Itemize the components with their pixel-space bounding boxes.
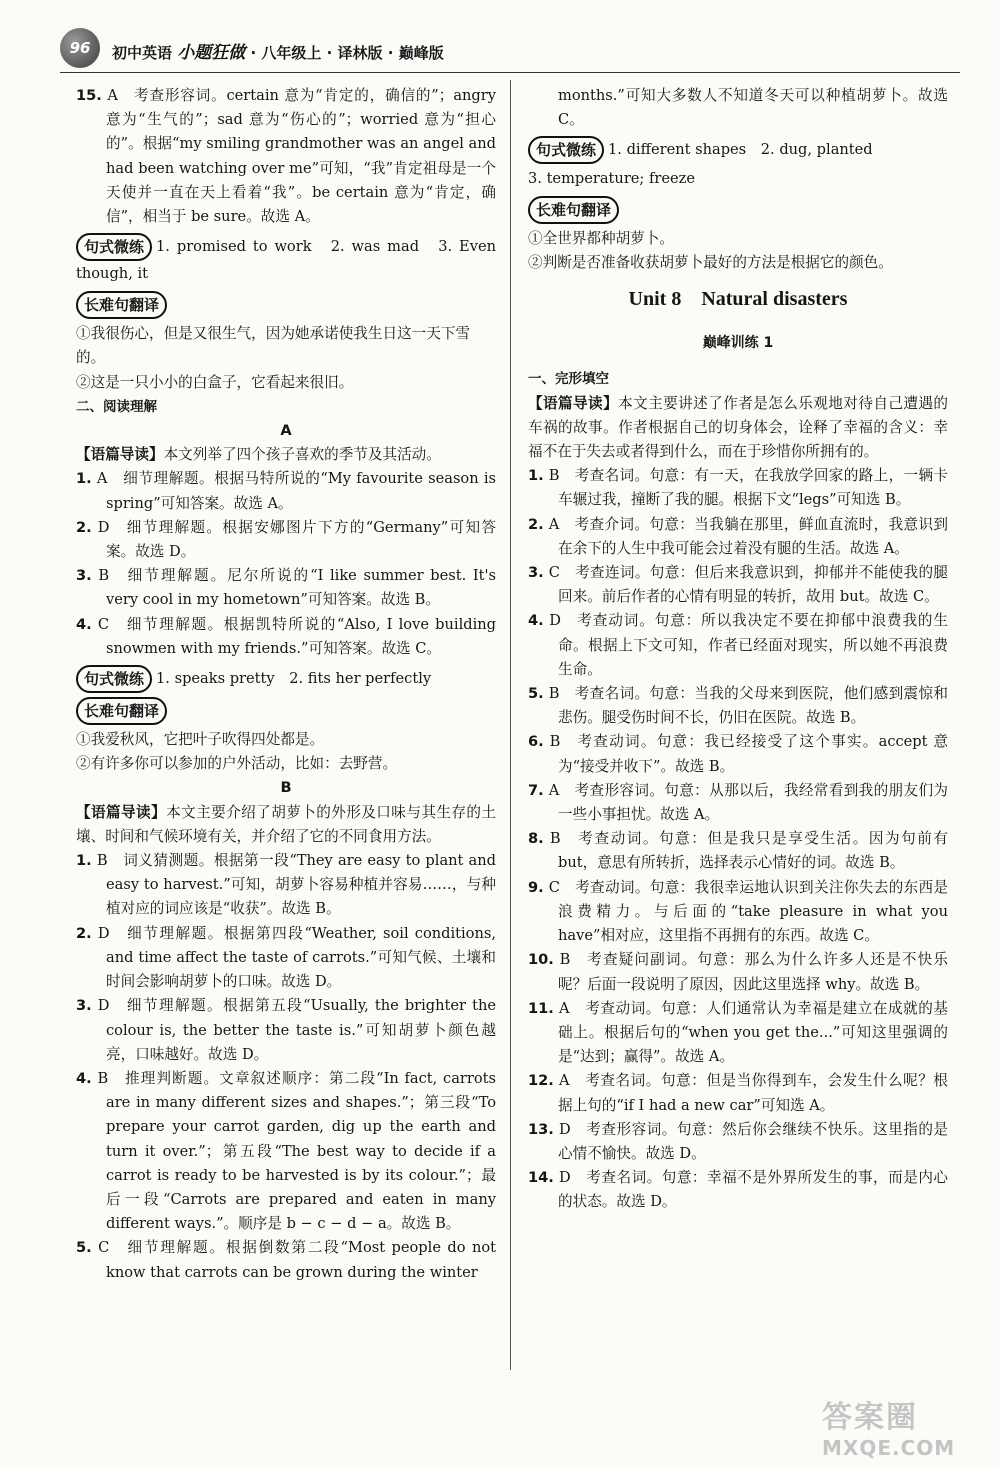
translation-heading <box>76 291 496 319</box>
answer-item: 3. D 细节理解题。根据第五段“Usually, the brighter the colour is, the better the taste is.”可知胡萝卜颜色越亮，口味越好。故选 D。 <box>76 997 496 1063</box>
running-title-prefix: 初中英语 <box>112 44 173 62</box>
answer-item: 9. C 考查动词。句意：我很幸运地认识到关注你失去的东西是浪费精力。与后面的“take pleasure in what you have”相对应，这里指不再拥有的东西。故选 C。 <box>528 878 949 945</box>
passage-guide: 【语篇导读】本文列举了四个孩子喜欢的季节及其活动。 <box>76 446 441 464</box>
part-heading: B <box>280 779 292 797</box>
section-heading: 一、完形填空 <box>528 371 609 388</box>
translation-badge: 长难句翻译 <box>528 196 619 224</box>
running-title-suffix: · 八年级上 · 译林版 · 巅峰版 <box>250 44 444 62</box>
answer-item: 1. B 词义猜测题。根据第一段“They are easy to plant and easy to harvest.”可知，胡萝卜容易种植并容易……，与种植对应的词应该是“收获”。故选 B。 <box>76 852 496 918</box>
right-column <box>528 84 948 1215</box>
part-heading: A <box>280 422 292 440</box>
translation-line: ②有许多你可以参加的户外活动，比如：去野营。 <box>76 755 398 773</box>
translation-line: ②这是一只小小的白盒子，它看起来很旧。 <box>76 373 354 391</box>
answer-item: 2. D 细节理解题。根据安娜图片下方的“Germany”可知答案。故选 D。 <box>76 518 497 561</box>
answer-item: 1. B 考查名词。句意：有一天，在我放学回家的路上，一辆卡车辗过我，撞断了我的腿。根据下文“legs”可知选 B。 <box>528 467 949 509</box>
translation-line: ②判断是否准备收获胡萝卜最好的方法是根据它的颜色。 <box>528 253 893 271</box>
answer-item: 10. B 考查疑问副词。句意：那么为什么许多人还是不快乐呢？后面一段说明了原因，因此这里选择 why。故选 B。 <box>528 951 948 993</box>
section-heading: 二、阅读理解 <box>76 398 157 415</box>
answer-item: 2. D 细节理解题。根据第四段“Weather, soil conditions, and time affect the taste of carrots.”可知气候、土壤和时间会影响胡萝卜的口味。故选 D。 <box>76 924 496 991</box>
watermark-logo-text: 答案圈 <box>822 1400 918 1435</box>
translation-badge: 长难句翻译 <box>76 697 167 725</box>
translation-line: ①全世界都种胡萝卜。 <box>528 229 674 247</box>
sentence-drill: 句式微练 1. different shapes 2. dug, planted <box>528 136 948 164</box>
answer-item: 12. A 考查名词。句意：但是当你得到车，会发生什么呢？根据上句的“if I had a new car”可知选 A。 <box>528 1072 948 1114</box>
watermark <box>822 1392 972 1462</box>
translation-heading <box>76 697 496 725</box>
answer-item: 15. A 考查形容词。certain 意为“肯定的，确信的”；angry 意为“生气的”；sad 意为“伤心的”；worried 意为“担心的”。根据“my smiling grandmother was an angel and had been watching over me”可知，“我”肯定祖母是一个天使并一直在天上看着“我”。be certain 意为“肯定，确信”，相当于 be sure。故选 A。 <box>76 87 496 226</box>
answer-item: 3. B 细节理解题。尼尔所说的“I like summer best. It's very cool in my hometown”可知答案。故选 B。 <box>76 567 496 609</box>
sentence-drill: 句式微练 1. speaks pretty 2. fits her perfectly <box>76 665 496 693</box>
answer-item: 13. D 考查形容词。句意：然后你会继续不快乐。这里指的是心情不愉快。故选 D。 <box>528 1120 949 1162</box>
answer-item: 3. C 考查连词。句意：但后来我意识到，抑郁并不能使我的腿回来。前后作者的心情有明显的转折，故用 but。故选 C。 <box>528 564 949 606</box>
left-column <box>76 84 496 1285</box>
answer-item: 11. A 考查动词。句意：人们通常认为幸福是建立在成就的基础上。根据后句的“when you get the...”可知这里强调的是“达到；赢得”。故选 A。 <box>528 999 948 1066</box>
unit-title: Unit 8 Natural disasters <box>628 288 848 311</box>
brand-logo-text: 小题狂做 <box>177 43 246 63</box>
translation-badge: 长难句翻译 <box>76 291 167 319</box>
answer-list <box>528 464 948 1214</box>
exercise-title: 巅峰训练 1 <box>702 335 774 352</box>
passage-guide: 【语篇导读】本文主要讲述了作者是怎么乐观地对待自己遭遇的车祸的故事。作者根据自己的切身体会，诠释了幸福的含义：幸福不在于失去或者得到什么，而在于珍惜你所拥有的。 <box>528 394 948 461</box>
translation-line: ①我很伤心，但是又很生气，因为她承诺使我生日这一天下雪的。 <box>76 325 471 367</box>
answer-item: 14. D 考查名词。句意：幸福不是外界所发生的事，而是内心的状态。故选 D。 <box>528 1169 949 1211</box>
answer-item: 8. B 考查动词。句意：但是我只是享受生活。因为句前有 but，意思有所转折，选择表示心情好的词。故选 B。 <box>528 830 948 872</box>
answer-item: 1. A 细节理解题。根据马特所说的“My favourite season is spring”可知答案。故选 A。 <box>76 470 496 512</box>
column-divider <box>510 80 511 1370</box>
header-rule <box>60 72 960 73</box>
answer-item: 5. C 细节理解题。根据倒数第二段“Most people do not know that carrots can be grown during the winter <box>76 1239 496 1281</box>
answer-item: 5. B 考查名词。句意：当我的父母来到医院，他们感到震惊和悲伤。腿受伤时间不长，仍旧在医院。故选 B。 <box>528 685 949 727</box>
answer-item: 7. A 考查形容词。句意：从那以后，我经常看到我的朋友们为一些小事担忧。故选 A。 <box>528 781 948 824</box>
answer-item: 6. B 考查动词。句意：我已经接受了这个事实。accept 意为“接受并收下”。故选 B。 <box>528 733 948 775</box>
answer-item: 4. D 考查动词。句意：所以我决定不要在抑郁中浪费我的生命。根据上下文可知，作者已经面对现实，所以她不再浪费生命。 <box>528 612 949 678</box>
sentence-drill-badge: 句式微练 <box>528 136 604 164</box>
sentence-drill-continuation: 3. temperature; freeze <box>528 170 695 188</box>
watermark-url: MXQE.COM <box>822 1436 956 1460</box>
sentence-drill-badge: 句式微练 <box>76 665 152 693</box>
running-title <box>112 38 444 63</box>
answer-continuation: months.”可知大多数人不知道冬天可以种植胡萝卜。故选 C。 <box>558 87 948 129</box>
sentence-drill-badge: 句式微练 <box>76 233 152 261</box>
answer-item: 4. C 细节理解题。根据凯特所说的“Also, I love building snowmen with my friends.”可知答案。故选 C。 <box>76 615 497 657</box>
translation-line: ①我爱秋风，它把叶子吹得四处都是。 <box>76 731 325 749</box>
page-number-badge: 96 <box>60 28 100 68</box>
sentence-drill: 句式微练 1. promised to work 2. was mad 3. Even though, it <box>76 233 496 287</box>
answer-item: 2. A 考查介词。句意：当我躺在那里，鲜血直流时，我意识到在余下的人生中我可能会过着没有腿的生活。故选 A。 <box>528 515 948 557</box>
page-header <box>60 28 960 68</box>
answer-item: 4. B 推理判断题。文章叙述顺序：第二段“In fact, carrots are in many different sizes and shapes.”；第三段“To prepare your carrot garden, dig up the earth and turn it over.”；第五段“The best way to decide if a carrot is ready to be harvested is by its colour.”；最后一段“Carrots are prepared and eaten in many different ways.”。顺序是 b − c − d − a。故选 B。 <box>76 1069 497 1233</box>
translation-heading <box>528 196 948 224</box>
passage-guide: 【语篇导读】本文主要介绍了胡萝卜的外形及口味与其生存的土壤、时间和气候环境有关，并介绍了它的不同食用方法。 <box>76 803 496 845</box>
